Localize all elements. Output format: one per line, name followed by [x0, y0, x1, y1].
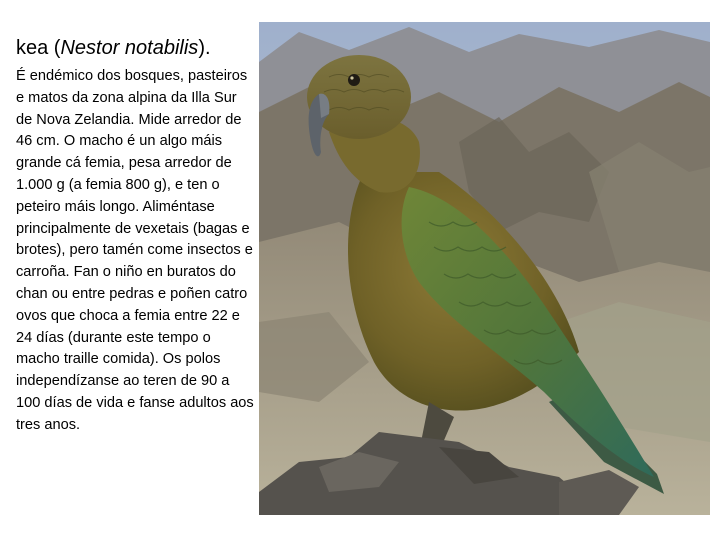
text-column	[16, 34, 254, 437]
title-end: ).	[198, 37, 211, 59]
title-scientific-name: Nestor notabilis	[60, 37, 199, 59]
kea-eye	[348, 74, 360, 86]
slide-title	[16, 34, 254, 62]
kea-photo	[259, 22, 710, 515]
title-common-name: kea (	[16, 37, 61, 59]
description-paragraph: É endémico dos bosques, pasteiros e matos da zona alpina da Illa Sur de Nova Zelandia. Mide arredor de 46 cm. O macho é un algo máis grande cá femia, pesa arredor de 1.000 g (a femia 800 g), e ten o peteiro máis longo. Aliméntase principalmente de vexetais (bagas e brotes), pero tamén come insectos e carroña. Fan o niño en buratos do chan ou entre pedras e poñen catro ovos que choca a femia entre 22 e 24 días (durante este tempo o macho traille comida). Os polos independízanse ao teren de 90 a 100 días de vida e fanse adultos aos tres anos.	[16, 68, 254, 433]
kea-illustration	[259, 22, 710, 515]
